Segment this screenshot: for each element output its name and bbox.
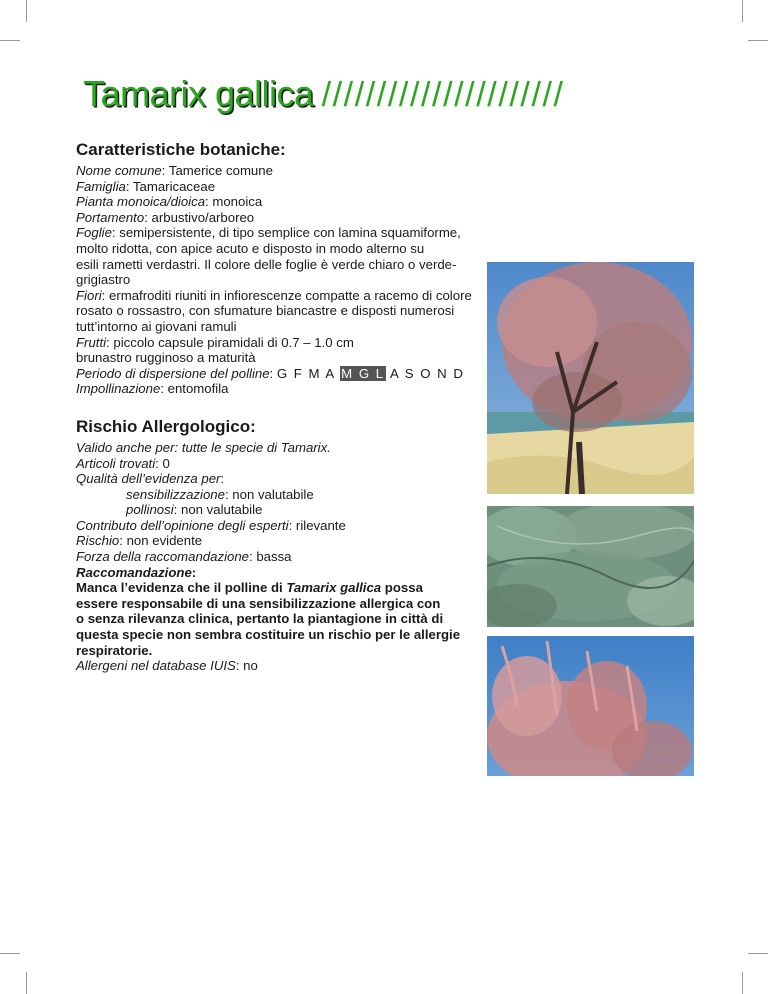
crop-mark xyxy=(0,953,20,954)
nome-comune-line: Nome comune: Tamerice comune xyxy=(76,163,273,178)
raccomandazione-text: questa specie non sembra costituire un rischio per le allergie xyxy=(76,627,461,643)
photo-tamarix-tree xyxy=(487,262,694,494)
botanical-heading: Caratteristiche botaniche: xyxy=(76,140,286,159)
raccomandazione-text: respiratorie. xyxy=(76,642,153,658)
fiori-line: Fiori: ermafroditi riuniti in infiorescenze compatte a racemo di colore xyxy=(76,287,472,303)
species-name: Tamarix gallica xyxy=(286,580,382,596)
periodo-line: Periodo di dispersione del polline: G F M A M G L A S O N D xyxy=(76,365,465,381)
portamento-line: Portamento: arbustivo/arboreo xyxy=(76,209,255,225)
photo-tamarix-flowers xyxy=(487,636,694,776)
sensibilizzazione-line: sensibilizzazione: non valutabile xyxy=(126,486,314,502)
foglie-line: Foglie: semipersistente, di tipo semplice con lamina squamiforme, xyxy=(76,225,461,241)
contributo-line: Contributo dell’opinione degli esperti: rilevante xyxy=(76,517,346,533)
rischio-line: Rischio: non evidente xyxy=(76,533,203,549)
crop-mark xyxy=(26,972,27,994)
crop-mark xyxy=(742,0,743,22)
fiori-line: rosato o rossastro, con sfumature biancastre e disposti numerosi xyxy=(76,303,455,319)
qualita-line: Qualità dell’evidenza per: xyxy=(76,471,225,487)
foglie-line: esili rametti verdastri. Il colore delle foglie è verde chiaro o verde- xyxy=(76,256,457,272)
photo-tamarix-foliage xyxy=(487,506,694,627)
pianta-line: Pianta monoica/dioica: monoica xyxy=(76,194,263,210)
months-highlight: M G L xyxy=(341,365,385,381)
crop-mark xyxy=(742,972,743,994)
page-title: Tamarix gallica xyxy=(83,73,314,114)
raccomandazione-label: Raccomandazione: xyxy=(76,564,197,580)
risk-heading: Rischio Allergologico: xyxy=(76,416,256,436)
page-header xyxy=(83,73,565,115)
months-list: A S O N D xyxy=(385,365,465,381)
pollinosi-line: pollinosi: non valutabile xyxy=(126,502,263,518)
articoli-line: Articoli trovati: 0 xyxy=(76,455,170,471)
allergeni-line: Allergeni nel database IUIS: no xyxy=(76,658,258,674)
raccomandazione-text: o senza rilevanza clinica, pertanto la piantagione in città di xyxy=(76,611,444,627)
foglie-line: molto ridotta, con apice acuto e disposto in modo alterno su xyxy=(76,240,425,256)
crop-mark xyxy=(26,0,27,22)
crop-mark xyxy=(748,953,768,954)
famiglia-line: Famiglia: Tamaricaceae xyxy=(76,178,216,194)
valido-line: Valido anche per: tutte le specie di Tamarix. xyxy=(76,439,331,455)
forza-line: Forza della raccomandazione: bassa xyxy=(76,549,292,565)
months-list: G F M A xyxy=(276,365,341,381)
impollinazione-line: Impollinazione: entomofila xyxy=(76,381,229,397)
crop-mark xyxy=(748,40,768,41)
raccomandazione-text: essere responsabile di una sensibilizzazione allergica con xyxy=(76,595,441,611)
frutti-line: brunastro rugginoso a maturità xyxy=(76,350,256,366)
fiori-line: tutt’intorno ai giovani ramuli xyxy=(76,318,237,334)
title-decoration: ////////////////////// xyxy=(321,76,565,114)
crop-mark xyxy=(0,40,20,41)
foglie-line: grigiastro xyxy=(76,272,131,288)
raccomandazione-text: Manca l’evidenza che il polline di Tamarix gallica possa xyxy=(76,580,423,596)
frutti-line: Frutti: piccolo capsule piramidali di 0.7 – 1.0 cm xyxy=(76,334,354,350)
main-content xyxy=(76,140,476,674)
